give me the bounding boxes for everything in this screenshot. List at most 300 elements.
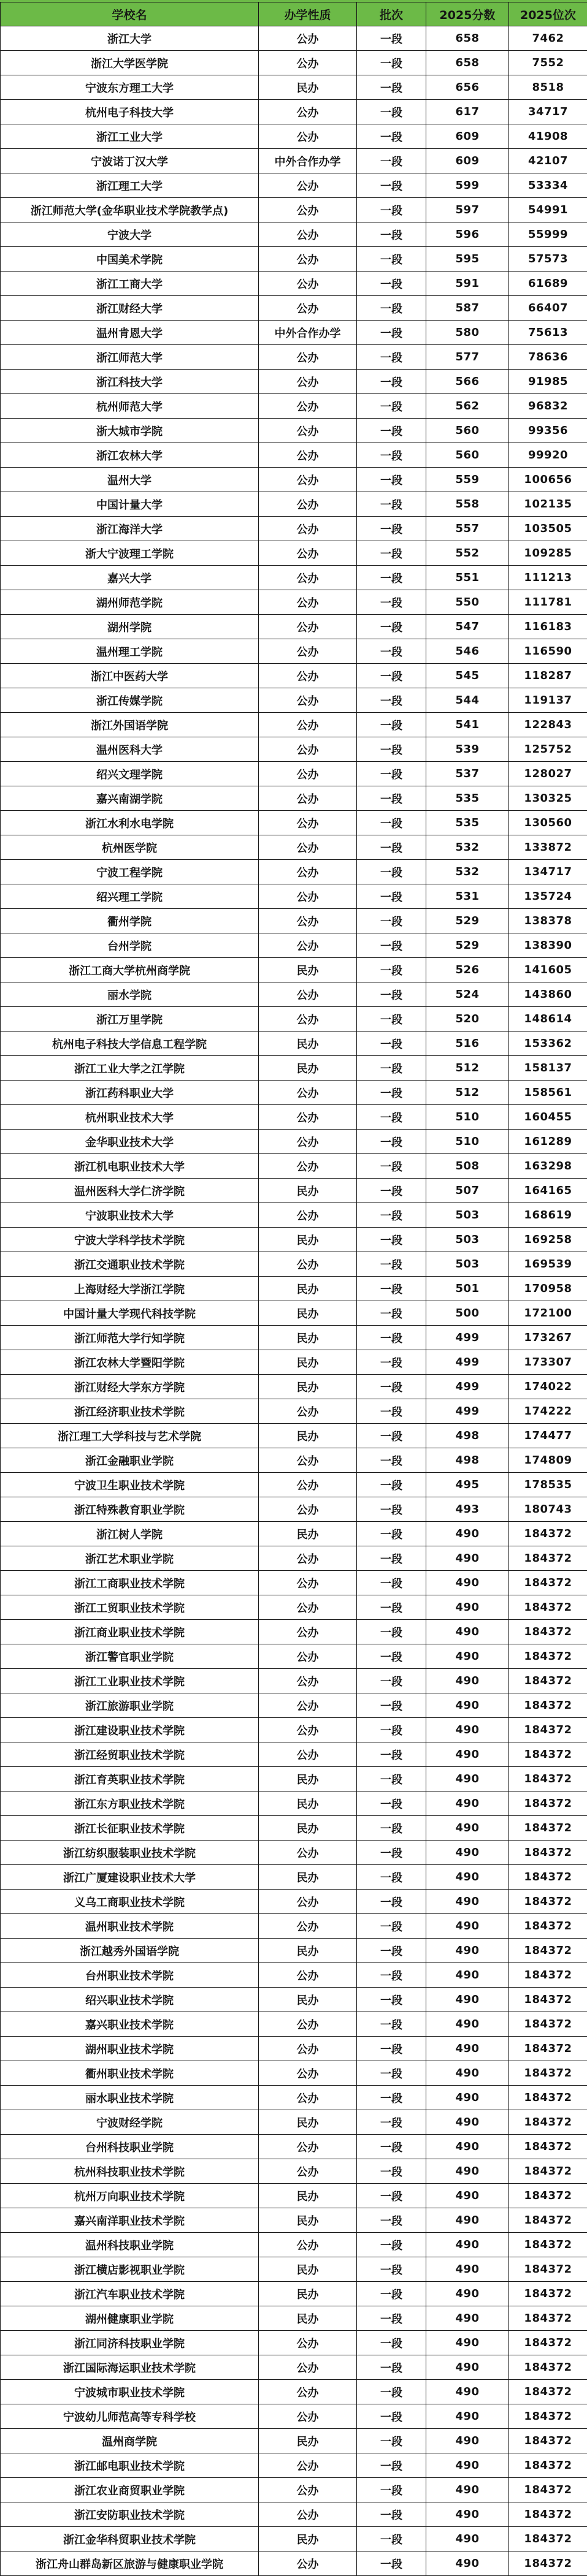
- table-row: [1, 1816, 587, 1841]
- school-name-cell: 浙江中医药大学: [1, 664, 259, 688]
- rank-cell: 184372: [509, 2355, 587, 2380]
- table-row: [1, 468, 587, 492]
- table-row: [1, 835, 587, 860]
- school-name-cell: 嘉兴南湖学院: [1, 786, 259, 811]
- school-name-cell: 浙江国际海运职业技术学院: [1, 2355, 259, 2380]
- score-cell: 520: [426, 1007, 509, 1032]
- batch-cell: 一段: [357, 1742, 426, 1767]
- rank-cell: 184372: [509, 2282, 587, 2306]
- ownership-cell: 公办: [259, 468, 357, 492]
- rank-cell: 174222: [509, 1399, 587, 1424]
- batch-cell: 一段: [357, 1693, 426, 1718]
- school-name-cell: 浙江药科职业大学: [1, 1081, 259, 1105]
- ownership-cell: 公办: [259, 884, 357, 909]
- rank-cell: 103505: [509, 517, 587, 541]
- score-cell: 490: [426, 2551, 509, 2576]
- rank-cell: 66407: [509, 296, 587, 321]
- table-row: [1, 1179, 587, 1203]
- score-cell: 490: [426, 2257, 509, 2282]
- score-cell: 490: [426, 2037, 509, 2061]
- school-name-cell: 绍兴理工学院: [1, 884, 259, 909]
- school-name-cell: 浙江育英职业技术学院: [1, 1767, 259, 1791]
- score-cell: 493: [426, 1497, 509, 1522]
- rank-cell: 184372: [509, 2135, 587, 2159]
- ownership-cell: 公办: [259, 1130, 357, 1154]
- school-name-cell: 浙江大学: [1, 26, 259, 51]
- score-cell: 550: [426, 590, 509, 615]
- school-name-cell: 宁波职业技术大学: [1, 1203, 259, 1228]
- ownership-cell: 民办: [259, 1375, 357, 1399]
- ownership-cell: 公办: [259, 517, 357, 541]
- ownership-cell: 公办: [259, 247, 357, 272]
- school-name-cell: 绍兴文理学院: [1, 762, 259, 786]
- ownership-cell: 民办: [259, 2208, 357, 2233]
- table-row: [1, 615, 587, 639]
- column-header-school-name: 学校名: [1, 2, 259, 26]
- batch-cell: 一段: [357, 1473, 426, 1497]
- table-row: [1, 1203, 587, 1228]
- table-row: [1, 1669, 587, 1693]
- table-row: [1, 933, 587, 958]
- table-row: [1, 2257, 587, 2282]
- score-cell: 551: [426, 566, 509, 590]
- rank-cell: 169539: [509, 1252, 587, 1277]
- rank-cell: 184372: [509, 1767, 587, 1791]
- batch-cell: 一段: [357, 1154, 426, 1179]
- school-name-cell: 杭州电子科技大学信息工程学院: [1, 1032, 259, 1056]
- rank-cell: 184372: [509, 1865, 587, 1890]
- batch-cell: 一段: [357, 2135, 426, 2159]
- score-cell: 559: [426, 468, 509, 492]
- batch-cell: 一段: [357, 1326, 426, 1350]
- rank-cell: 184372: [509, 2184, 587, 2208]
- rank-cell: 184372: [509, 2012, 587, 2037]
- ownership-cell: 公办: [259, 2061, 357, 2086]
- score-cell: 499: [426, 1326, 509, 1350]
- score-cell: 490: [426, 2453, 509, 2478]
- rank-cell: 184372: [509, 1620, 587, 1644]
- rank-cell: 42107: [509, 149, 587, 173]
- batch-cell: 一段: [357, 149, 426, 173]
- school-name-cell: 浙江金华科贸职业技术学院: [1, 2527, 259, 2551]
- batch-cell: 一段: [357, 2110, 426, 2135]
- table-row: [1, 688, 587, 713]
- batch-cell: 一段: [357, 1890, 426, 1914]
- batch-cell: 一段: [357, 222, 426, 247]
- rank-cell: 184372: [509, 2478, 587, 2502]
- batch-cell: 一段: [357, 2257, 426, 2282]
- batch-cell: 一段: [357, 394, 426, 419]
- ownership-cell: 民办: [259, 75, 357, 100]
- table-row: [1, 786, 587, 811]
- table-row: [1, 1130, 587, 1154]
- school-name-cell: 台州职业技术学院: [1, 1963, 259, 1988]
- table-row: [1, 149, 587, 173]
- batch-cell: 一段: [357, 1424, 426, 1448]
- school-name-cell: 浙江工贸职业技术学院: [1, 1595, 259, 1620]
- ownership-cell: 公办: [259, 2502, 357, 2527]
- batch-cell: 一段: [357, 590, 426, 615]
- ownership-cell: 公办: [259, 1718, 357, 1742]
- admission-score-table: [0, 2, 587, 2576]
- table-row: [1, 222, 587, 247]
- score-cell: 490: [426, 2208, 509, 2233]
- rank-cell: 184372: [509, 2502, 587, 2527]
- batch-cell: 一段: [357, 639, 426, 664]
- table-row: [1, 958, 587, 982]
- school-name-cell: 衢州学院: [1, 909, 259, 933]
- table-row: [1, 2551, 587, 2576]
- table-row: [1, 2012, 587, 2037]
- ownership-cell: 民办: [259, 1301, 357, 1326]
- school-name-cell: 浙江水利水电学院: [1, 811, 259, 835]
- score-cell: 531: [426, 884, 509, 909]
- ownership-cell: 公办: [259, 2012, 357, 2037]
- batch-cell: 一段: [357, 1791, 426, 1816]
- batch-cell: 一段: [357, 884, 426, 909]
- batch-cell: 一段: [357, 443, 426, 468]
- table-row: [1, 982, 587, 1007]
- table-row: [1, 1791, 587, 1816]
- rank-cell: 158561: [509, 1081, 587, 1105]
- table-row: [1, 124, 587, 149]
- table-row: [1, 2331, 587, 2355]
- ownership-cell: 公办: [259, 272, 357, 296]
- rank-cell: 178535: [509, 1473, 587, 1497]
- score-cell: 499: [426, 1375, 509, 1399]
- batch-cell: 一段: [357, 2282, 426, 2306]
- batch-cell: 一段: [357, 321, 426, 345]
- batch-cell: 一段: [357, 517, 426, 541]
- ownership-cell: 公办: [259, 1963, 357, 1988]
- batch-cell: 一段: [357, 1399, 426, 1424]
- batch-cell: 一段: [357, 909, 426, 933]
- rank-cell: 130325: [509, 786, 587, 811]
- rank-cell: 54991: [509, 198, 587, 222]
- batch-cell: 一段: [357, 1081, 426, 1105]
- table-row: [1, 1424, 587, 1448]
- batch-cell: 一段: [357, 124, 426, 149]
- ownership-cell: 公办: [259, 909, 357, 933]
- rank-cell: 119137: [509, 688, 587, 713]
- rank-cell: 174022: [509, 1375, 587, 1399]
- rank-cell: 78636: [509, 345, 587, 370]
- school-name-cell: 浙江理工大学科技与艺术学院: [1, 1424, 259, 1448]
- batch-cell: 一段: [357, 1522, 426, 1546]
- ownership-cell: 民办: [259, 1988, 357, 2012]
- batch-cell: 一段: [357, 2355, 426, 2380]
- score-cell: 490: [426, 1963, 509, 1988]
- ownership-cell: 民办: [259, 2306, 357, 2331]
- table-row: [1, 1056, 587, 1081]
- ownership-cell: 公办: [259, 1203, 357, 1228]
- school-name-cell: 浙江商业职业技术学院: [1, 1620, 259, 1644]
- batch-cell: 一段: [357, 541, 426, 566]
- score-cell: 490: [426, 1841, 509, 1865]
- batch-cell: 一段: [357, 419, 426, 443]
- school-name-cell: 宁波东方理工大学: [1, 75, 259, 100]
- table-row: [1, 2233, 587, 2257]
- score-cell: 490: [426, 1718, 509, 1742]
- batch-cell: 一段: [357, 2012, 426, 2037]
- school-name-cell: 宁波城市职业技术学院: [1, 2380, 259, 2404]
- ownership-cell: 民办: [259, 1277, 357, 1301]
- score-cell: 532: [426, 860, 509, 884]
- ownership-cell: 公办: [259, 345, 357, 370]
- rank-cell: 100656: [509, 468, 587, 492]
- score-cell: 617: [426, 100, 509, 124]
- score-cell: 591: [426, 272, 509, 296]
- score-cell: 580: [426, 321, 509, 345]
- batch-cell: 一段: [357, 1988, 426, 2012]
- score-cell: 490: [426, 1571, 509, 1595]
- rank-cell: 184372: [509, 2306, 587, 2331]
- school-name-cell: 浙江理工大学: [1, 173, 259, 198]
- rank-cell: 184372: [509, 2404, 587, 2429]
- rank-cell: 170958: [509, 1277, 587, 1301]
- rank-cell: 184372: [509, 1571, 587, 1595]
- ownership-cell: 公办: [259, 1105, 357, 1130]
- school-name-cell: 杭州万向职业技术学院: [1, 2184, 259, 2208]
- table-row: [1, 272, 587, 296]
- score-cell: 535: [426, 811, 509, 835]
- school-name-cell: 台州科技职业学院: [1, 2135, 259, 2159]
- batch-cell: 一段: [357, 860, 426, 884]
- score-cell: 596: [426, 222, 509, 247]
- score-cell: 524: [426, 982, 509, 1007]
- ownership-cell: 公办: [259, 688, 357, 713]
- batch-cell: 一段: [357, 370, 426, 394]
- batch-cell: 一段: [357, 1841, 426, 1865]
- ownership-cell: 民办: [259, 1865, 357, 1890]
- school-name-cell: 浙江纺织服装职业技术学院: [1, 1841, 259, 1865]
- school-name-cell: 杭州科技职业技术学院: [1, 2159, 259, 2184]
- table-row: [1, 2135, 587, 2159]
- score-cell: 560: [426, 443, 509, 468]
- school-name-cell: 浙江警官职业学院: [1, 1644, 259, 1669]
- rank-cell: 8518: [509, 75, 587, 100]
- rank-cell: 7462: [509, 26, 587, 51]
- table-row: [1, 1350, 587, 1375]
- batch-cell: 一段: [357, 1056, 426, 1081]
- score-cell: 490: [426, 2282, 509, 2306]
- school-name-cell: 温州职业技术学院: [1, 1914, 259, 1939]
- table-row: [1, 492, 587, 517]
- score-cell: 499: [426, 1350, 509, 1375]
- score-cell: 490: [426, 1988, 509, 2012]
- school-name-cell: 衢州职业技术学院: [1, 2061, 259, 2086]
- table-row: [1, 1718, 587, 1742]
- rank-cell: 161289: [509, 1130, 587, 1154]
- school-name-cell: 浙江越秀外国语学院: [1, 1939, 259, 1963]
- batch-cell: 一段: [357, 173, 426, 198]
- school-name-cell: 浙江大学医学院: [1, 51, 259, 75]
- score-cell: 490: [426, 2331, 509, 2355]
- ownership-cell: 公办: [259, 639, 357, 664]
- table-row: [1, 541, 587, 566]
- batch-cell: 一段: [357, 786, 426, 811]
- ownership-cell: 公办: [259, 222, 357, 247]
- rank-cell: 169258: [509, 1228, 587, 1252]
- batch-cell: 一段: [357, 1767, 426, 1791]
- ownership-cell: 公办: [259, 2551, 357, 2576]
- batch-cell: 一段: [357, 835, 426, 860]
- table-row: [1, 296, 587, 321]
- ownership-cell: 公办: [259, 762, 357, 786]
- score-cell: 490: [426, 1914, 509, 1939]
- score-cell: 510: [426, 1105, 509, 1130]
- rank-cell: 34717: [509, 100, 587, 124]
- rank-cell: 180743: [509, 1497, 587, 1522]
- ownership-cell: 公办: [259, 2086, 357, 2110]
- score-cell: 532: [426, 835, 509, 860]
- score-cell: 609: [426, 124, 509, 149]
- batch-cell: 一段: [357, 1620, 426, 1644]
- score-cell: 501: [426, 1277, 509, 1301]
- ownership-cell: 公办: [259, 590, 357, 615]
- table-header-row: [1, 2, 587, 26]
- ownership-cell: 公办: [259, 2404, 357, 2429]
- ownership-cell: 民办: [259, 2282, 357, 2306]
- score-cell: 490: [426, 1595, 509, 1620]
- table-row: [1, 2159, 587, 2184]
- rank-cell: 184372: [509, 1988, 587, 2012]
- table-row: [1, 1939, 587, 1963]
- batch-cell: 一段: [357, 26, 426, 51]
- ownership-cell: 公办: [259, 492, 357, 517]
- ownership-cell: 公办: [259, 664, 357, 688]
- score-cell: 490: [426, 2135, 509, 2159]
- school-name-cell: 浙江同济科技职业学院: [1, 2331, 259, 2355]
- school-name-cell: 杭州电子科技大学: [1, 100, 259, 124]
- table-row: [1, 1620, 587, 1644]
- score-cell: 535: [426, 786, 509, 811]
- batch-cell: 一段: [357, 2331, 426, 2355]
- batch-cell: 一段: [357, 615, 426, 639]
- rank-cell: 158137: [509, 1056, 587, 1081]
- school-name-cell: 中国计量大学现代科技学院: [1, 1301, 259, 1326]
- school-name-cell: 温州商学院: [1, 2429, 259, 2453]
- school-name-cell: 湖州学院: [1, 615, 259, 639]
- school-name-cell: 浙江工业大学之江学院: [1, 1056, 259, 1081]
- score-cell: 541: [426, 713, 509, 737]
- rank-cell: 184372: [509, 1669, 587, 1693]
- school-name-cell: 温州医科大学仁济学院: [1, 1179, 259, 1203]
- batch-cell: 一段: [357, 2453, 426, 2478]
- score-cell: 500: [426, 1301, 509, 1326]
- batch-cell: 一段: [357, 1448, 426, 1473]
- batch-cell: 一段: [357, 2208, 426, 2233]
- school-name-cell: 杭州职业技术大学: [1, 1105, 259, 1130]
- table-row: [1, 737, 587, 762]
- batch-cell: 一段: [357, 1130, 426, 1154]
- rank-cell: 118287: [509, 664, 587, 688]
- ownership-cell: 公办: [259, 124, 357, 149]
- school-name-cell: 浙江外国语学院: [1, 713, 259, 737]
- score-cell: 490: [426, 2478, 509, 2502]
- batch-cell: 一段: [357, 933, 426, 958]
- ownership-cell: 公办: [259, 1497, 357, 1522]
- ownership-cell: 民办: [259, 2527, 357, 2551]
- school-name-cell: 浙江机电职业技术大学: [1, 1154, 259, 1179]
- table-row: [1, 762, 587, 786]
- school-name-cell: 台州学院: [1, 933, 259, 958]
- school-name-cell: 宁波诺丁汉大学: [1, 149, 259, 173]
- school-name-cell: 义乌工商职业技术学院: [1, 1890, 259, 1914]
- rank-cell: 184372: [509, 2380, 587, 2404]
- table-row: [1, 1644, 587, 1669]
- batch-cell: 一段: [357, 664, 426, 688]
- table-row: [1, 1497, 587, 1522]
- score-cell: 490: [426, 2527, 509, 2551]
- score-cell: 557: [426, 517, 509, 541]
- ownership-cell: 公办: [259, 370, 357, 394]
- batch-cell: 一段: [357, 737, 426, 762]
- table-row: [1, 713, 587, 737]
- batch-cell: 一段: [357, 468, 426, 492]
- ownership-cell: 公办: [259, 1841, 357, 1865]
- score-cell: 490: [426, 1791, 509, 1816]
- rank-cell: 133872: [509, 835, 587, 860]
- score-cell: 595: [426, 247, 509, 272]
- rank-cell: 148614: [509, 1007, 587, 1032]
- score-cell: 545: [426, 664, 509, 688]
- school-name-cell: 丽水学院: [1, 982, 259, 1007]
- score-cell: 490: [426, 1644, 509, 1669]
- rank-cell: 141605: [509, 958, 587, 982]
- table-row: [1, 2086, 587, 2110]
- ownership-cell: 公办: [259, 1399, 357, 1424]
- school-name-cell: 浙江万里学院: [1, 1007, 259, 1032]
- score-cell: 490: [426, 1742, 509, 1767]
- table-row: [1, 2282, 587, 2306]
- ownership-cell: 公办: [259, 1742, 357, 1767]
- rank-cell: 184372: [509, 2429, 587, 2453]
- batch-cell: 一段: [357, 100, 426, 124]
- rank-cell: 41908: [509, 124, 587, 149]
- batch-cell: 一段: [357, 2159, 426, 2184]
- score-cell: 490: [426, 1939, 509, 1963]
- school-name-cell: 温州肯恩大学: [1, 321, 259, 345]
- table-row: [1, 26, 587, 51]
- batch-cell: 一段: [357, 1571, 426, 1595]
- table-row: [1, 566, 587, 590]
- school-name-cell: 金华职业技术大学: [1, 1130, 259, 1154]
- score-cell: 490: [426, 1546, 509, 1571]
- school-name-cell: 浙江师范大学: [1, 345, 259, 370]
- rank-cell: 55999: [509, 222, 587, 247]
- rank-cell: 174477: [509, 1424, 587, 1448]
- score-cell: 560: [426, 419, 509, 443]
- table-row: [1, 2184, 587, 2208]
- ownership-cell: 民办: [259, 2184, 357, 2208]
- batch-cell: 一段: [357, 1718, 426, 1742]
- rank-cell: 168619: [509, 1203, 587, 1228]
- score-cell: 498: [426, 1424, 509, 1448]
- school-name-cell: 宁波大学: [1, 222, 259, 247]
- rank-cell: 134717: [509, 860, 587, 884]
- rank-cell: 7552: [509, 51, 587, 75]
- rank-cell: 53334: [509, 173, 587, 198]
- batch-cell: 一段: [357, 1914, 426, 1939]
- rank-cell: 184372: [509, 2257, 587, 2282]
- rank-cell: 184372: [509, 1522, 587, 1546]
- ownership-cell: 中外合作办学: [259, 149, 357, 173]
- ownership-cell: 公办: [259, 2355, 357, 2380]
- batch-cell: 一段: [357, 1007, 426, 1032]
- score-cell: 490: [426, 2012, 509, 2037]
- ownership-cell: 民办: [259, 1767, 357, 1791]
